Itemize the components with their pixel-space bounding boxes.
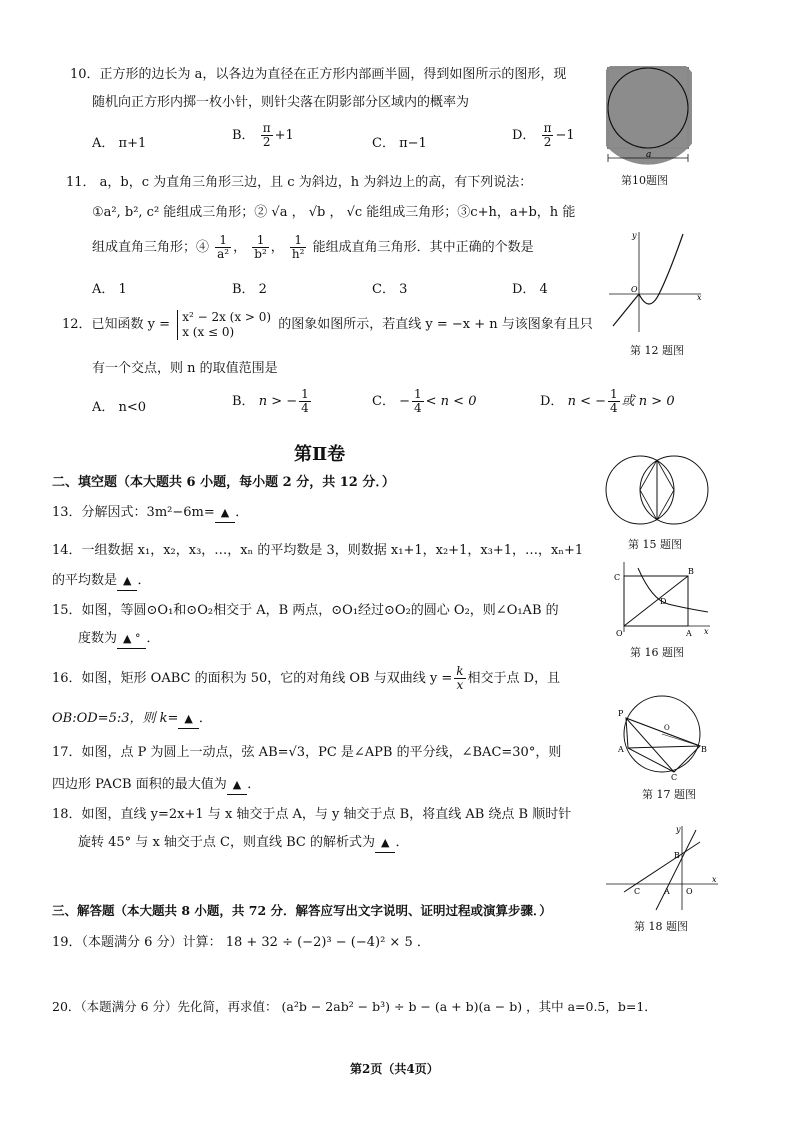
q10-option-b-tail: +1 xyxy=(274,128,294,143)
q15-segment-o2a xyxy=(657,460,674,490)
q10-option-d xyxy=(512,122,575,149)
q11-fraction-3-denominator: h² xyxy=(291,247,305,261)
q12-figure xyxy=(605,228,705,338)
q11-fraction-1 xyxy=(215,234,231,261)
q15-segment-o1a xyxy=(640,460,657,490)
q16-label-o: O xyxy=(616,629,623,638)
q16-line1-prefix: 16．如图，矩形 OABC 的面积为 50，它的对角线 OB 与双曲线 y = xyxy=(52,671,453,686)
q12-line2: 有一个交点，则 n 的取值范围是 xyxy=(92,361,278,376)
q12-line1-prefix: 12．已知函数 y = xyxy=(62,317,171,332)
q10-option-d-fraction xyxy=(542,122,554,149)
q10-option-b-numerator: π xyxy=(262,121,271,135)
q12-line1-suffix: 的图象如图所示，若直线 y = −x + n 与该图象有且只 xyxy=(278,317,593,332)
q11-line1: 11． a，b，c 为直角三角形三边，且 c 为斜边，h 为斜边上的高，有下列说法： xyxy=(66,175,533,190)
q11-line3-suffix: 能组成直角三角形．其中正确的个数是 xyxy=(312,240,534,255)
q16-label-c: C xyxy=(614,573,621,582)
q17-figure-caption: 第 17 题图 xyxy=(642,788,696,801)
q10-option-d-tail: −1 xyxy=(555,128,575,143)
q15-figure xyxy=(604,452,712,530)
q13-tail: ． xyxy=(235,505,249,520)
q17-label-o: O xyxy=(664,724,670,732)
q18-label-x: x xyxy=(712,875,717,884)
q17-line1: 17．如图，点 P 为圆上一动点，弦 AB=√3，PC 是∠APB 的平分线，∠BAC=30°，则 xyxy=(52,745,562,760)
q15-segment-o2b xyxy=(657,490,674,520)
q17-label-a: A xyxy=(618,745,624,754)
q15-line2-prefix: 度数为 xyxy=(78,631,118,646)
q14-line2 xyxy=(52,572,151,591)
q10-figure xyxy=(606,66,692,166)
q16-diagonal xyxy=(624,576,688,626)
q12-option-c-prefix: − xyxy=(399,394,410,409)
q11-fraction-3-numerator: 1 xyxy=(290,234,307,248)
q12-option-d-fraction xyxy=(608,388,620,415)
q13-line xyxy=(52,504,248,523)
q14-answer-blank[interactable]: ▲ xyxy=(117,572,137,591)
q16-label-x: x xyxy=(704,627,709,636)
q14-line2-prefix: 的平均数是 xyxy=(52,573,118,588)
q18-label-c: C xyxy=(634,887,641,896)
q12-line1 xyxy=(62,308,593,342)
q11-fraction-3 xyxy=(290,234,307,261)
q12-option-b-numerator: 1 xyxy=(301,387,309,401)
q16-fraction-numerator: k xyxy=(456,664,464,678)
q10-option-b-label: B． xyxy=(232,128,255,143)
q17-label-c: C xyxy=(671,773,678,780)
q12-piecewise xyxy=(177,310,271,340)
q16-figure-caption: 第 16 题图 xyxy=(630,646,684,659)
q16-label-b: B xyxy=(688,567,694,576)
q17-line2 xyxy=(52,776,260,795)
q17-label-p: P xyxy=(618,709,624,718)
q10-option-a: A． π+1 xyxy=(92,136,147,151)
q18-figure xyxy=(604,822,722,912)
q12-piece-1: x² − 2x (x > 0) xyxy=(182,309,272,324)
q11-line3-prefix: 组成直角三角形；④ xyxy=(92,240,210,255)
q10-option-d-label: D． xyxy=(512,128,536,143)
q12-origin-label: O xyxy=(631,285,638,294)
q10-line2: 随机向正方形内掷一枚小针，则针尖落在阴影部分区域内的概率为 xyxy=(92,95,470,110)
q19-line: 19．（本题满分 6 分）计算： 18 + 32 ÷ (−2)³ − (−4)² × 5 ． xyxy=(52,935,430,950)
q15-answer-blank[interactable]: ▲ ° xyxy=(117,630,146,649)
q12-line-segment xyxy=(613,294,639,326)
q11-option-b: B． 2 xyxy=(232,282,267,297)
q11-fraction-1-denominator: a² xyxy=(217,247,230,261)
q17-quadrilateral xyxy=(626,718,700,772)
q10-figure-caption: 第10题图 xyxy=(621,174,668,187)
q12-option-d-prefix: n < − xyxy=(567,394,607,409)
q12-option-a: A． n<0 xyxy=(92,400,147,415)
q16-line1 xyxy=(52,664,560,694)
q18-line1: 18．如图，直线 y=2x+1 与 x 轴交于点 A，与 y 轴交于点 B，将直线 AB 绕点 B 顺时针 xyxy=(52,807,572,822)
q18-answer-blank[interactable]: ▲ xyxy=(375,834,395,853)
q10-option-c: C． π−1 xyxy=(372,136,427,151)
q18-tail: ． xyxy=(395,835,409,850)
q18-line2-prefix: 旋转 45° 与 x 轴交于点 C，则直线 BC 的解析式为 xyxy=(78,835,375,850)
q17-line2-prefix: 四边形 PACB 面积的最大值为 xyxy=(52,777,227,792)
q15-line1: 15．如图，等圆⊙O₁和⊙O₂相交于 A，B 两点，⊙O₁经过⊙O₂的圆心 O₂，则∠O₁AB 的 xyxy=(52,603,559,618)
q12-parabola xyxy=(639,234,683,304)
q10-option-d-denominator: 2 xyxy=(543,135,552,149)
q18-label-y: y xyxy=(676,825,681,834)
q12-option-c-denominator: 4 xyxy=(414,401,422,415)
q18-label-o: O xyxy=(686,887,693,896)
q16-hyperbola xyxy=(638,568,708,612)
q20-line: 20．（本题满分 6 分）先化简，再求值： (a²b − 2ab² − b³) ÷ b − (a + b)(a − b) ，其中 a=0.5，b=1． xyxy=(52,999,657,1014)
q17-chord-ab xyxy=(628,746,700,748)
q12-option-b xyxy=(232,388,313,415)
q15-tail: ． xyxy=(146,631,160,646)
q12-option-d xyxy=(540,388,675,415)
q11-line2: ①a², b², c² 能组成三角形；② √a ， √b ， √c 能组成三角形；③c+h，a+b，h 能 xyxy=(92,205,576,220)
q17-radius xyxy=(662,734,700,746)
q16-label-d: D xyxy=(660,597,667,606)
q12-option-d-suffix: 或 n > 0 xyxy=(621,394,675,409)
q18-line-ab xyxy=(656,830,696,910)
q16-label-a: A xyxy=(686,629,692,638)
part3-header: 三、解答题（本大题共 8 小题，共 72 分．解答应写出文字说明、证明过程或演算步骤．） xyxy=(52,903,552,918)
q16-line1-suffix: 相交于点 D，且 xyxy=(467,671,561,686)
q11-option-d: D． 4 xyxy=(512,282,548,297)
q13-text: 13．分解因式：3m²−6m= xyxy=(52,505,215,520)
q17-tail: ． xyxy=(247,777,261,792)
q12-option-c xyxy=(372,388,476,415)
q11-fraction-1-numerator: 1 xyxy=(215,234,231,248)
q18-line2 xyxy=(78,834,408,853)
q12-option-b-fraction xyxy=(299,388,311,415)
q16-fraction xyxy=(454,665,465,692)
q10-option-d-numerator: π xyxy=(543,121,552,135)
q12-option-d-label: D． xyxy=(540,394,564,409)
q14-tail: ． xyxy=(137,573,151,588)
section-title: 第Ⅱ卷 xyxy=(294,444,346,465)
q11-option-c: C． 3 xyxy=(372,282,408,297)
q13-answer-blank[interactable]: ▲ xyxy=(215,504,235,523)
q16-figure xyxy=(608,560,712,638)
q10-figure-label: a xyxy=(646,150,652,160)
q12-option-d-denominator: 4 xyxy=(610,401,618,415)
q11-option-a: A． 1 xyxy=(92,282,127,297)
q10-option-b-denominator: 2 xyxy=(262,135,271,149)
q18-label-b: B xyxy=(674,851,680,860)
q11-line3: 组成直角三角形；④ $\frac{1}{\text{a²}}$ ， $\frac{1}{\text{b²}}$ ， $\frac{1}{\text{h²}}$ 能组成直角三角形．其中正确的个数是 xyxy=(92,233,534,261)
part2-header: 二、填空题（本大题共 6 小题，每小题 2 分，共 12 分．） xyxy=(52,475,395,490)
q16-line2 xyxy=(52,710,212,729)
q11-fraction-2-numerator: 1 xyxy=(252,234,269,248)
q17-label-b: B xyxy=(701,745,707,754)
q12-option-c-numerator: 1 xyxy=(414,387,422,401)
q17-figure xyxy=(616,694,708,780)
q12-figure-caption: 第 12 题图 xyxy=(630,344,684,357)
q18-figure-caption: 第 18 题图 xyxy=(634,920,688,933)
q15-segment-o1b xyxy=(640,490,657,520)
q12-option-c-label: C． xyxy=(372,394,395,409)
q12-axis-y-label: y xyxy=(632,231,637,240)
q12-option-b-denominator: 4 xyxy=(301,401,309,415)
q16-answer-blank[interactable]: ▲ xyxy=(178,710,198,729)
q18-line-bc xyxy=(624,842,700,892)
q17-segment-pb xyxy=(626,718,700,746)
q11-fraction-2-denominator: b² xyxy=(254,247,267,261)
q18-label-a: A xyxy=(664,887,670,896)
q10-option-b xyxy=(232,122,294,149)
q14-line1: 14．一组数据 x₁，x₂，x₃，…，xₙ 的平均数是 3，则数据 x₁+1，x₂+1，x₃+1，…，xₙ+1 xyxy=(52,543,584,558)
q12-option-b-prefix: n > − xyxy=(258,394,298,409)
q11-fraction-2 xyxy=(252,234,269,261)
q12-piece-2: x (x ≤ 0) xyxy=(182,324,235,339)
q12-option-b-label: B． xyxy=(232,394,255,409)
q16-tail: ． xyxy=(198,711,212,726)
page-footer: 第2页（共4页） xyxy=(350,1062,439,1076)
q15-line2 xyxy=(78,630,160,649)
q12-option-d-numerator: 1 xyxy=(610,387,618,401)
q10-line1: 10．正方形的边长为 a，以各边为直径在正方形内部画半圆，得到如图所示的图形，现 xyxy=(70,67,567,82)
q10-option-b-fraction xyxy=(261,122,273,149)
q16-fraction-denominator: x xyxy=(456,678,464,692)
q15-figure-caption: 第 15 题图 xyxy=(628,538,682,551)
q12-option-c-fraction xyxy=(412,388,424,415)
q17-answer-blank[interactable]: ▲ xyxy=(227,776,247,795)
q16-line2-prefix: OB:OD=5:3，则 k= xyxy=(52,711,179,726)
q12-option-c-suffix: < n < 0 xyxy=(425,394,477,409)
q12-axis-x-label: x xyxy=(697,293,702,302)
